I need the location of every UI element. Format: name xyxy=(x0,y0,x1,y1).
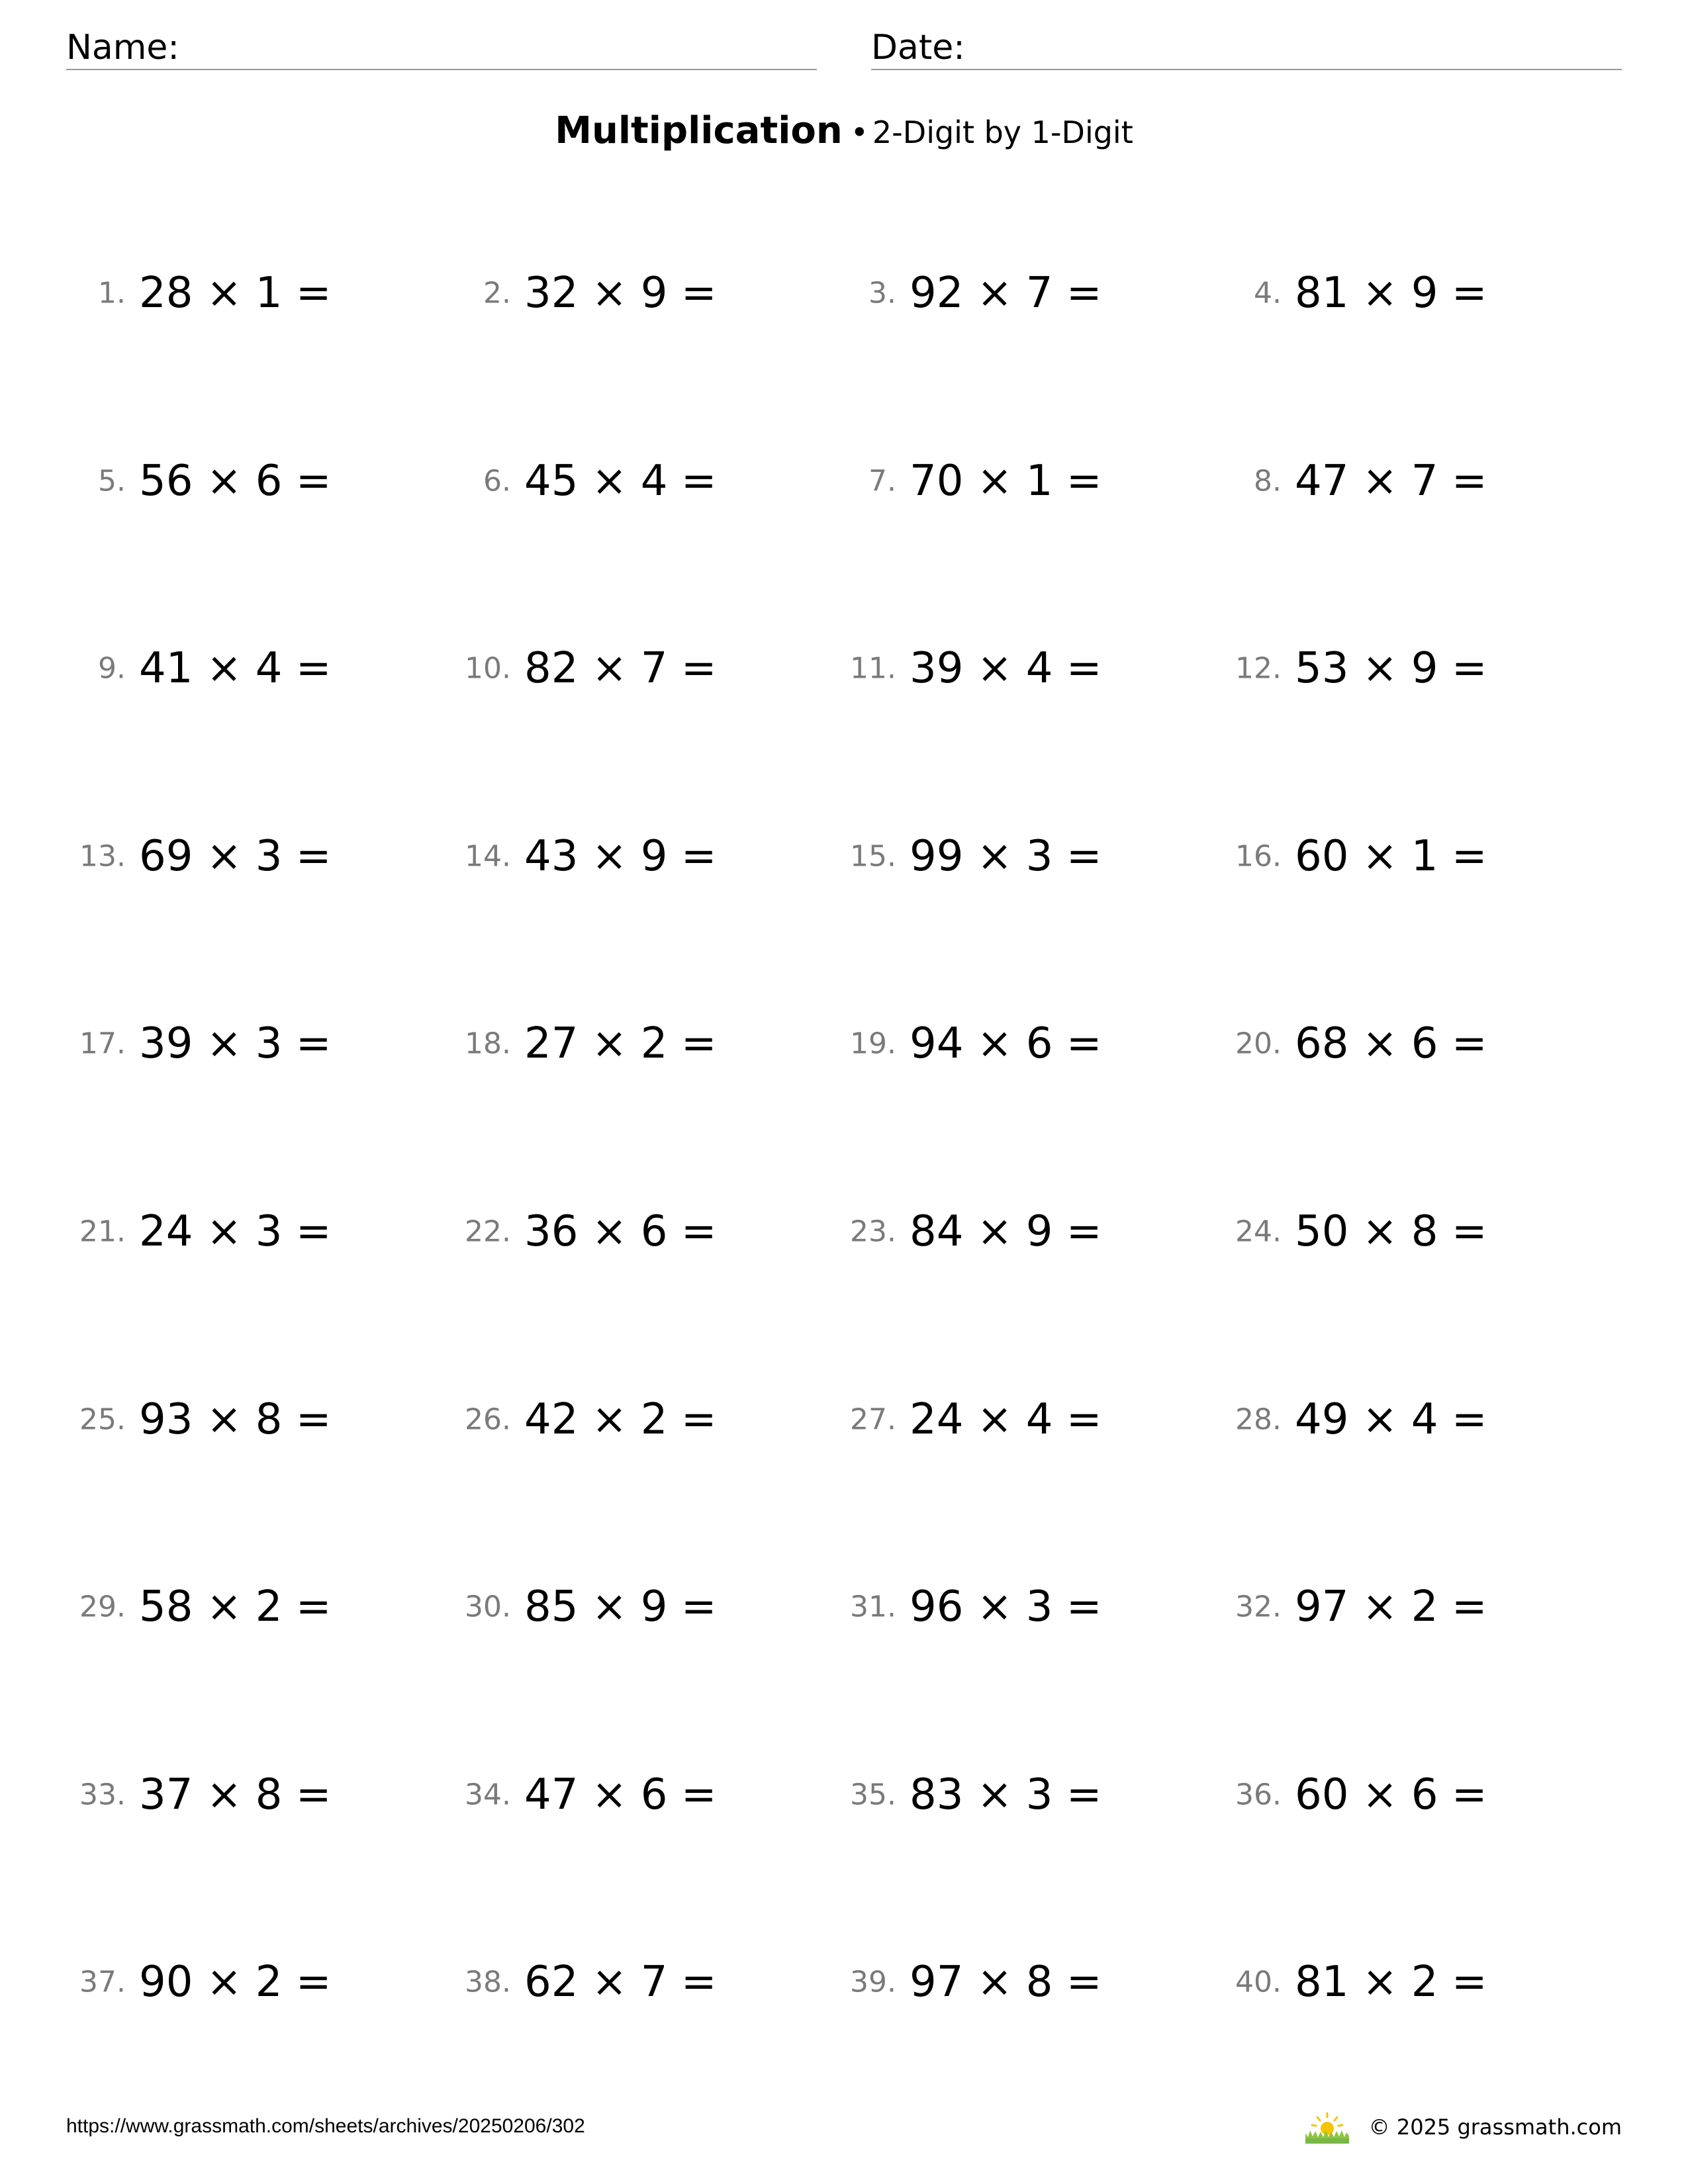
problem-expression: 42 × 2 = xyxy=(524,1395,717,1444)
problem-item xyxy=(771,823,1141,889)
problem-item xyxy=(0,260,371,326)
title-bullet: • xyxy=(850,114,868,150)
problem-expression: 36 × 6 = xyxy=(524,1207,717,1256)
problem-number: 27. xyxy=(850,1402,896,1437)
problem-expression: 32 × 9 = xyxy=(524,269,717,318)
problem-item xyxy=(771,1949,1141,2015)
problem-number: 6. xyxy=(483,464,511,498)
problem-expression: 81 × 2 = xyxy=(1295,1958,1487,2007)
title-subtitle: 2-Digit by 1-Digit xyxy=(872,114,1133,150)
problem-item xyxy=(1156,635,1526,702)
problem-number: 22. xyxy=(465,1214,511,1249)
problem-expression: 94 × 6 = xyxy=(910,1019,1102,1068)
problem-number: 13. xyxy=(79,839,126,874)
problem-item xyxy=(385,260,756,326)
problem-item xyxy=(1156,1762,1526,1828)
problem-item xyxy=(1156,1949,1526,2015)
problem-number: 32. xyxy=(1235,1590,1282,1624)
problem-item xyxy=(771,1762,1141,1828)
problem-number: 11. xyxy=(850,651,896,686)
problem-expression: 92 × 7 = xyxy=(910,269,1102,318)
problem-number: 8. xyxy=(1254,464,1282,498)
problem-item xyxy=(385,1762,756,1828)
problem-item xyxy=(385,1949,756,2015)
problem-item xyxy=(0,1199,371,1265)
problem-number: 12. xyxy=(1235,651,1282,686)
problem-number: 26. xyxy=(465,1402,511,1437)
problem-number: 38. xyxy=(465,1965,511,1999)
problem-number: 30. xyxy=(465,1590,511,1624)
footer-brand xyxy=(1304,2109,1622,2146)
problem-number: 4. xyxy=(1254,276,1282,310)
title-main: Multiplication xyxy=(555,109,843,152)
problem-expression: 97 × 2 = xyxy=(1295,1582,1487,1631)
problem-expression: 28 × 1 = xyxy=(139,269,332,318)
problem-item xyxy=(1156,823,1526,889)
problem-number: 31. xyxy=(850,1590,896,1624)
problem-item xyxy=(385,823,756,889)
problem-number: 16. xyxy=(1235,839,1282,874)
problem-number: 35. xyxy=(850,1778,896,1812)
problem-number: 1. xyxy=(98,276,126,310)
problem-number: 10. xyxy=(465,651,511,686)
problem-expression: 82 × 7 = xyxy=(524,644,717,693)
problem-number: 9. xyxy=(98,651,126,686)
problem-expression: 60 × 6 = xyxy=(1295,1770,1487,1819)
problem-item xyxy=(771,1387,1141,1453)
problem-expression: 58 × 2 = xyxy=(139,1582,332,1631)
problem-expression: 99 × 3 = xyxy=(910,832,1102,881)
problem-number: 36. xyxy=(1235,1778,1282,1812)
problem-number: 33. xyxy=(79,1778,126,1812)
problem-item xyxy=(385,1574,756,1640)
problem-item xyxy=(0,1574,371,1640)
problem-number: 39. xyxy=(850,1965,896,1999)
problem-number: 23. xyxy=(850,1214,896,1249)
problem-number: 29. xyxy=(79,1590,126,1624)
problem-item xyxy=(385,635,756,702)
problem-item xyxy=(0,823,371,889)
problem-number: 19. xyxy=(850,1026,896,1061)
problem-expression: 56 × 6 = xyxy=(139,457,332,506)
problem-expression: 85 × 9 = xyxy=(524,1582,717,1631)
problem-expression: 90 × 2 = xyxy=(139,1958,332,2007)
problem-expression: 45 × 4 = xyxy=(524,457,717,506)
problem-item xyxy=(1156,1199,1526,1265)
problem-item xyxy=(771,260,1141,326)
problem-number: 3. xyxy=(868,276,896,310)
problem-number: 15. xyxy=(850,839,896,874)
problem-number: 21. xyxy=(79,1214,126,1249)
problem-expression: 37 × 8 = xyxy=(139,1770,332,1819)
problem-expression: 24 × 4 = xyxy=(910,1395,1102,1444)
problem-expression: 96 × 3 = xyxy=(910,1582,1102,1631)
problem-expression: 27 × 2 = xyxy=(524,1019,717,1068)
problem-item xyxy=(771,635,1141,702)
grass-sun-logo-icon xyxy=(1304,2111,1350,2144)
problem-expression: 43 × 9 = xyxy=(524,832,717,881)
problem-number: 17. xyxy=(79,1026,126,1061)
problem-item xyxy=(0,1762,371,1828)
problem-item xyxy=(771,1199,1141,1265)
problem-expression: 81 × 9 = xyxy=(1295,269,1487,318)
problem-item xyxy=(1156,1574,1526,1640)
problem-item xyxy=(771,1011,1141,1077)
problem-expression: 60 × 1 = xyxy=(1295,832,1487,881)
problem-expression: 41 × 4 = xyxy=(139,644,332,693)
problem-item xyxy=(771,448,1141,514)
problem-expression: 47 × 6 = xyxy=(524,1770,717,1819)
name-label: Name: xyxy=(66,28,179,68)
problem-expression: 93 × 8 = xyxy=(139,1395,332,1444)
problem-item xyxy=(1156,260,1526,326)
problem-item xyxy=(771,1574,1141,1640)
problem-expression: 50 × 8 = xyxy=(1295,1207,1487,1256)
problem-item xyxy=(385,1011,756,1077)
date-label: Date: xyxy=(871,28,965,68)
problem-number: 7. xyxy=(868,464,896,498)
problem-expression: 83 × 3 = xyxy=(910,1770,1102,1819)
problem-expression: 62 × 7 = xyxy=(524,1958,717,2007)
problem-number: 18. xyxy=(465,1026,511,1061)
problem-item xyxy=(0,1011,371,1077)
problem-item xyxy=(385,448,756,514)
footer-url: https://www.grassmath.com/sheets/archives/20250206/302 xyxy=(66,2115,585,2137)
problem-item xyxy=(1156,1011,1526,1077)
problem-number: 40. xyxy=(1235,1965,1282,1999)
problem-expression: 49 × 4 = xyxy=(1295,1395,1487,1444)
footer-copyright: © 2025 grassmath.com xyxy=(1368,2115,1622,2140)
problem-item xyxy=(385,1199,756,1265)
problem-item xyxy=(0,1387,371,1453)
problem-expression: 39 × 3 = xyxy=(139,1019,332,1068)
problem-expression: 84 × 9 = xyxy=(910,1207,1102,1256)
problem-number: 25. xyxy=(79,1402,126,1437)
problem-number: 24. xyxy=(1235,1214,1282,1249)
problem-number: 37. xyxy=(79,1965,126,1999)
problem-item xyxy=(1156,1387,1526,1453)
problem-item xyxy=(385,1387,756,1453)
problem-number: 14. xyxy=(465,839,511,874)
problem-number: 34. xyxy=(465,1778,511,1812)
problem-expression: 97 × 8 = xyxy=(910,1958,1102,2007)
problem-number: 20. xyxy=(1235,1026,1282,1061)
problem-number: 5. xyxy=(98,464,126,498)
problem-expression: 70 × 1 = xyxy=(910,457,1102,506)
problem-expression: 53 × 9 = xyxy=(1295,644,1487,693)
problem-expression: 69 × 3 = xyxy=(139,832,332,881)
problem-number: 28. xyxy=(1235,1402,1282,1437)
problem-item xyxy=(0,635,371,702)
problem-expression: 24 × 3 = xyxy=(139,1207,332,1256)
problem-item xyxy=(1156,448,1526,514)
problem-expression: 47 × 7 = xyxy=(1295,457,1487,506)
problem-expression: 39 × 4 = xyxy=(910,644,1102,693)
problem-item xyxy=(0,1949,371,2015)
problem-number: 2. xyxy=(483,276,511,310)
problem-expression: 68 × 6 = xyxy=(1295,1019,1487,1068)
problem-item xyxy=(0,448,371,514)
